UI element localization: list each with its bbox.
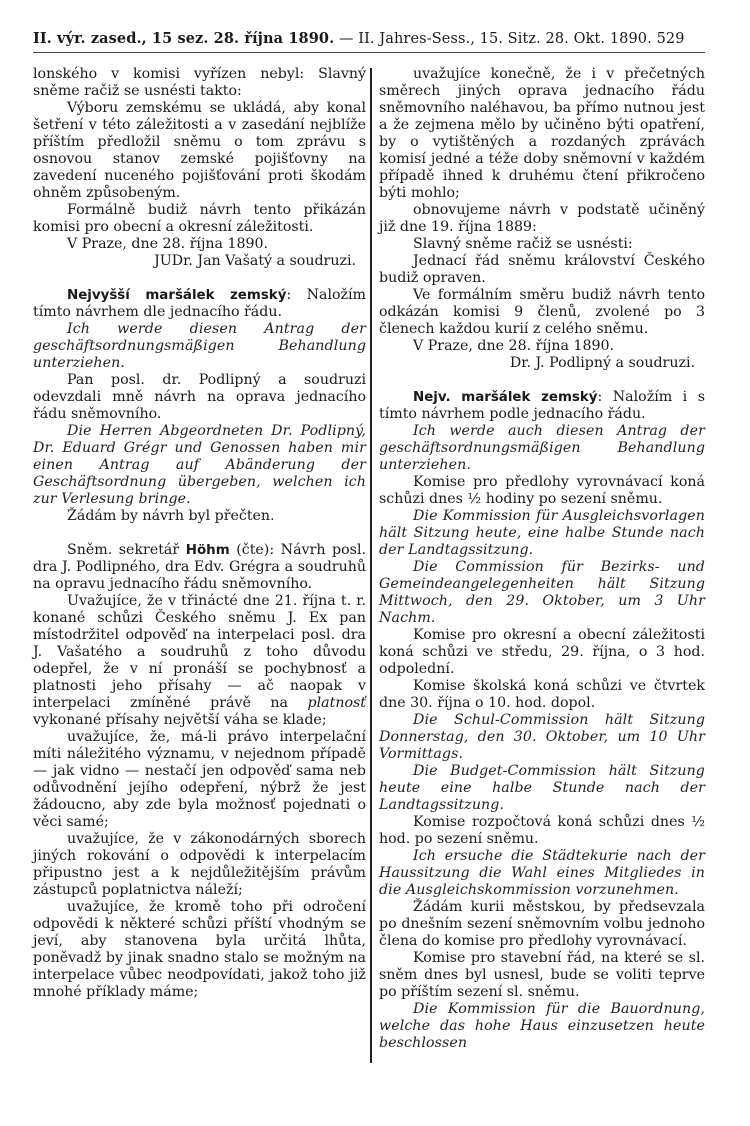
header-separator: — [334, 31, 359, 47]
german-paragraph: Ich werde diesen Antrag der geschäftsordnungsmäßigen Behandlung unterziehen. [33, 321, 366, 371]
german-paragraph: Ich werde auch diesen Antrag der geschäftsordnungsmäßigen Behandlung unterziehen. [379, 423, 705, 473]
paragraph-text: Uvažujíce, že v třinácté dne 21. října t. r. konané schůzi Českého sněmu J. Ex pan místodržitel odpověď na interpelaci posl. dra J. Vašatého a soudruhů z toho důvodu odepřel, že v ní pronáší se pochybnosť a platnosti jeho přísahy — ač naopak v interpelaci zmíněné právě na [33, 593, 366, 711]
german-paragraph: Ich ersuche die Städtekurie nach der Haussitzung die Wahl eines Mitgliedes in die Ausgleichskommission vorzunehmen. [379, 848, 705, 898]
paragraph: obnovujeme návrh v podstatě učiněný již dne 19. října 1889: [379, 202, 705, 235]
speech-paragraph [33, 542, 366, 593]
paragraph: uvažujíce, že kromě toho při odročení odpovědi k některé schůzi příští vhodným se jeví, aby stanovena byla určitá lhůta, poněvadž by jinak snadno stalo se možným na interpelace vůbec neodpovídati, jakož toho již mnohé příklady máme; [33, 899, 366, 1000]
paragraph: Žádám by návrh byl přečten. [67, 508, 275, 524]
speech-text: (čte): Návrh posl. dra J. Podlipného, dra Edv. Grégra a soudruhů na opravu jednacího řádu sněmovního. [33, 542, 366, 592]
paragraph: Pan posl. dr. Podlipný a soudruzi odevzdali mně návrh na oprava jednacího řádu sněmovního. [33, 372, 366, 422]
german-paragraph: Die Commission für Bezirks- und Gemeindeangelegenheiten hält Sitzung Mittwoch, den 29. Oktober, um 3 Uhr Nachm. [379, 559, 705, 626]
speaker-name: Nejv. maršálek zemský [413, 390, 598, 405]
speech-text: : Naložím i s tímto návrhem podle jednacího řádu. [379, 389, 705, 422]
paragraph: Slavný sněme račiž se usnésti: [413, 236, 633, 252]
header-german: II. Jahres-Sess., 15. Sitz. 28. Okt. 1890. [358, 31, 652, 47]
speaker-name: Nejvyšší maršálek zemský [67, 288, 287, 303]
date-line: V Praze, dne 28. října 1890. [413, 338, 615, 354]
paragraph-text: vykonané přísahy největší váha se klade; [33, 712, 327, 728]
german-paragraph: Die Kommission für Ausgleichsvorlagen hält Sitzung heute, eine halbe Stunde nach der Landtagssitzung. [379, 508, 705, 558]
running-header [33, 30, 705, 53]
paragraph: Výboru zemskému se ukládá, aby konal šetření v této záležitosti a v zasedání nejblíže příštím předložil sněmu o tom zprávu s osnovou stanov zemské pojišťovny na zavedení nuceného pojišťování proti škodám ohněm způsobeným. [33, 100, 366, 201]
paragraph: Komise pro stavební řád, na které se sl. sněm dnes byl usnesl, bude se voliti teprve po příštím sezení sl. sněmu. [379, 950, 705, 1000]
column-divider [370, 68, 372, 1063]
date-line: V Praze, dne 28. října 1890. [67, 236, 269, 252]
german-paragraph: Die Herren Abgeordneten Dr. Podlipný, Dr. Eduard Grégr und Genossen haben mir einen Antrag auf Abänderung der Geschäftsordnung übergeben, welchen ich zur Verlesung bringe. [33, 423, 366, 507]
signature: Dr. J. Podlipný a soudruzi. [509, 355, 695, 371]
paragraph: lonského v komisi vyřízen nebyl: Slavný sněme račiž se usnésti takto: [33, 66, 366, 99]
speech-paragraph [379, 389, 705, 423]
german-paragraph: Die Schul-Commission hält Sitzung Donnerstag, den 30. Oktober, um 10 Uhr Vormittags. [379, 712, 705, 762]
speech-paragraph [33, 287, 366, 321]
page-number: 529 [656, 31, 685, 47]
paragraph: Ve formálním směru budiž návrh tento odkázán komisi 9 členů, zvolené po 3 členech každou kurií z celého sněmu. [379, 287, 705, 337]
paragraph: uvažujíce konečně, že i v přečetných směrech jiných oprava jednacího řádu sněmovního naléhavou, ba přímo nutnou jest a že zejmena mělo by učiněno býti opatření, by o vytištěných a rozdaných zprávách komisí jedné a téže doby sněmovní v každém případě ihned k druhému čtení přikročeno býti mohlo; [379, 66, 705, 201]
role-text: Sněm. sekretář [67, 542, 186, 558]
right-column [379, 66, 705, 1052]
german-paragraph: Die Budget-Commission hält Sitzung heute eine halbe Stunde nach der Landtagssitzung. [379, 763, 705, 813]
paragraph: Žádám kurii městskou, by předsevzala po dnešním sezení sněmovním volbu jednoho člena do komise pro předlohy vyrovnávací. [379, 899, 705, 949]
speech-text: : Naložím tímto návrhem dle jednacího řádu. [33, 287, 366, 320]
paragraph: Komise školská koná schůzi ve čtvrtek dne 30. října o 10. hod. dopol. [379, 678, 705, 711]
italic-word: platnosť [307, 695, 366, 711]
paragraph: Komise rozpočtová koná schůzi dnes ½ hod. po sezení sněmu. [379, 814, 705, 847]
german-paragraph: Die Kommission für die Bauordnung, welche das hohe Haus einzusetzen heute beschlossen [379, 1001, 705, 1051]
paragraph [33, 593, 366, 729]
paragraph: Komise pro předlohy vyrovnávací koná schůzi dnes ½ hodiny po sezení sněmu. [379, 474, 705, 507]
left-column [33, 66, 366, 1001]
paragraph: Komise pro okresní a obecní záležitosti koná schůzi ve středu, 29. října, o 3 hod. odpolední. [379, 627, 705, 677]
paragraph: Jednací řád sněmu království Českého budiž opraven. [379, 253, 705, 286]
paragraph: uvažujíce, že, má-li právo interpelační míti náležitého významu, v nejednom případě — jak vidno — nestačí jen odpověď sama neb odůvodnění jejího odepření, nýbrž že jest žádoucno, aby zde byla možnosť pojednati o věci samé; [33, 729, 366, 830]
header-czech: II. výr. zased., 15 sez. 28. října 1890. [33, 30, 335, 47]
paragraph: uvažujíce, že v zákonodárných sborech jiných rokování o odpovědi k interpelacím připustno jest a k nejdůležitějším právům zástupců poplatnictva náleží; [33, 831, 366, 898]
signature: JUDr. Jan Vašatý a soudruzi. [154, 253, 356, 269]
speaker-name: Höhm [185, 543, 230, 558]
paragraph: Formálně budiž návrh tento přikázán komisi pro obecní a okresní záležitosti. [33, 202, 366, 235]
